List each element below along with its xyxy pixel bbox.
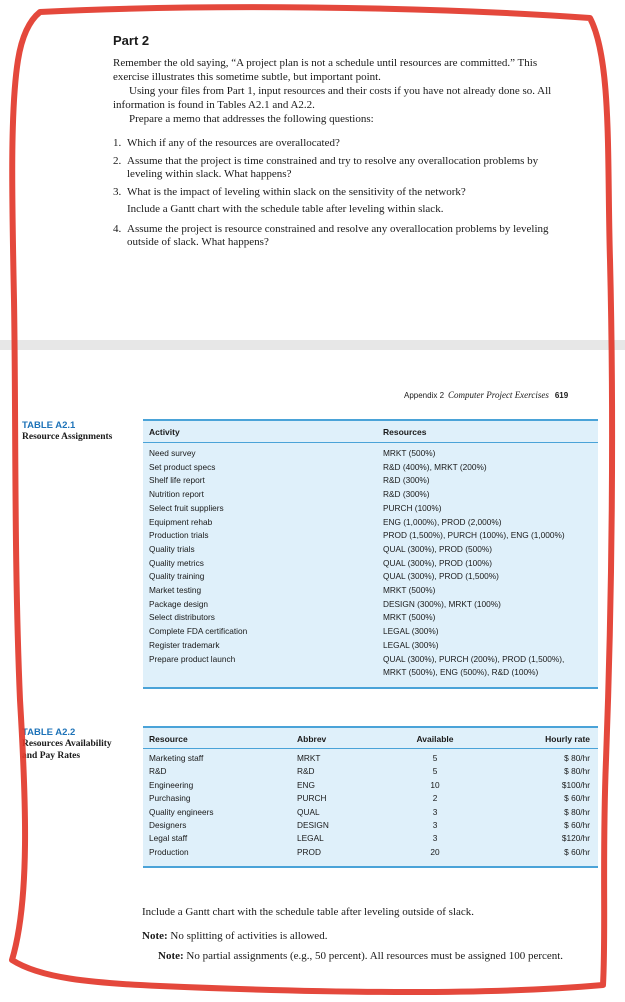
table-cell-rate: $ 80/hr [564, 806, 590, 817]
table-row-activity: Prepare product launch [149, 653, 236, 664]
table-cell-available: 3 [432, 806, 438, 817]
resource-availability-table [143, 726, 598, 868]
table-row-activity: Complete FDA certification [149, 626, 248, 637]
header-rule [143, 442, 598, 443]
table-cell-available: 5 [432, 753, 438, 763]
question-item: 1. Which if any of the resources are overallocated? [113, 137, 340, 149]
table-cell-abbrev: DESIGN [297, 820, 329, 830]
memo-paragraph: Prepare a memo that addresses the following questions: [129, 113, 374, 125]
table-row-resources: MRKT (500%) [383, 612, 436, 623]
table-row-activity: Set product specs [149, 461, 216, 472]
table-cell-resource: R&D [149, 766, 167, 777]
table-row-activity: Need survey [149, 448, 196, 458]
table-row-resources: R&D (300%) [383, 475, 430, 486]
table-cell-resource: Quality engineers [149, 806, 214, 817]
table-cell-available: 2 [432, 793, 438, 804]
table-row-resources: QUAL (300%), PURCH (200%), PROD (1,500%), [383, 653, 565, 664]
table-row-resources: ENG (1,000%), PROD (2,000%) [383, 516, 502, 527]
header-rule [143, 748, 598, 749]
table-header-resources: Resources [383, 427, 427, 437]
table-cell-abbrev: PURCH [297, 793, 327, 804]
intro-paragraph: Remember the old saying, “A project plan is not a schedule until resources are committed.” This exercise illustrates this sometime subtle, but important point. [113, 57, 538, 83]
table-row-resources: QUAL (300%), PROD (1,500%) [383, 571, 499, 582]
table-row-resources: PROD (1,500%), PURCH (100%), ENG (1,000%) [383, 530, 565, 541]
table-cell-resource: Designers [149, 820, 187, 830]
table-a22-label: TABLE A2.2 Resources Availability and Pay Rates [22, 727, 112, 761]
table-row-activity: Shelf life report [149, 475, 205, 486]
table-cell-resource: Legal staff [149, 833, 188, 844]
table-row-resources: PURCH (100%) [383, 502, 442, 513]
table-cell-rate: $ 60/hr [564, 793, 590, 804]
table-row-resources-continuation: MRKT (500%), ENG (500%), R&D (100%) [383, 667, 539, 678]
table-cell-abbrev: R&D [297, 766, 315, 777]
table-row-resources: R&D (300%) [383, 489, 430, 500]
question-list [113, 137, 568, 254]
table-row-resources: QUAL (300%), PROD (100%) [383, 557, 492, 568]
table-row-resources: R&D (400%), MRKT (200%) [383, 461, 487, 472]
table-row-activity: Select fruit suppliers [149, 502, 224, 513]
footer-gantt-instruction: Include a Gantt chart with the schedule table after leveling outside of slack. [142, 906, 475, 918]
table-row-resources: DESIGN (300%), MRKT (100%) [383, 598, 501, 609]
table-row-activity: Register trademark [149, 639, 220, 650]
table-row-resources: MRKT (500%) [383, 585, 436, 595]
page-number: 619 [554, 391, 569, 400]
table-row-resources: QUAL (300%), PROD (500%) [383, 543, 492, 554]
table-cell-abbrev: ENG [297, 779, 315, 790]
resource-assignments-table [143, 419, 598, 689]
table-cell-abbrev: LEGAL [297, 833, 324, 844]
table-header-activity: Activity [149, 427, 180, 437]
table-cell-resource: Engineering [149, 779, 194, 790]
table-cell-rate: $ 80/hr [564, 766, 590, 777]
table-cell-rate: $100/hr [561, 779, 590, 790]
page-gap [0, 340, 625, 350]
table-row-activity: Equipment rehab [149, 516, 213, 527]
question-item: 3. What is the impact of leveling within slack on the sensitivity of the network? [113, 185, 466, 198]
table-cell-abbrev: MRKT [297, 753, 321, 763]
footer-note-splitting: Note: No splitting of activities is allowed. [142, 930, 328, 942]
table-row-activity: Production trials [149, 530, 209, 541]
table-cell-resource: Production [149, 846, 189, 857]
table-a21-label: TABLE A2.1 Resource Assignments [22, 420, 113, 442]
table-cell-rate: $120/hr [561, 833, 590, 844]
table-cell-available: 3 [432, 833, 438, 844]
table-cell-available: 20 [430, 846, 440, 857]
question-item: 2. Assume that the project is time constrained and try to resolve any overallocation problems by leveling within slack. What happens? [113, 154, 539, 180]
table-row-activity: Quality training [149, 571, 205, 582]
table-cell-rate: $ 60/hr [564, 846, 590, 857]
table-cell-abbrev: PROD [297, 846, 321, 857]
table-header-resource: Resource [149, 734, 188, 744]
table-row-activity: Nutrition report [149, 489, 204, 500]
part-title: Part 2 [113, 33, 150, 48]
table-row-resources: LEGAL (300%) [383, 626, 439, 637]
table-row-activity: Select distributors [149, 612, 215, 623]
table-cell-available: 3 [432, 820, 438, 830]
table-header-hourly-rate: Hourly rate [545, 734, 590, 744]
table-cell-abbrev: QUAL [297, 806, 320, 817]
table-row-activity: Package design [149, 598, 209, 609]
table-row-resources: MRKT (500%) [383, 448, 436, 458]
table-cell-resource: Marketing staff [149, 753, 204, 763]
table-cell-resource: Purchasing [149, 793, 191, 804]
table-row-activity: Market testing [149, 585, 202, 595]
table-header-available: Available [416, 734, 454, 744]
footer-note-partial: Note: No partial assignments (e.g., 50 percent). All resources must be assigned 100 percent. [158, 950, 564, 962]
table-header-abbrev: Abbrev [297, 734, 327, 744]
instructions-paragraph: Using your files from Part 1, input resources and their costs if you have not already done so. All information is found in Tables A2.1 and A2.2. [113, 85, 552, 111]
running-head: Appendix 2 Computer Project Exercises 619 [404, 390, 569, 400]
question-item: 4. Assume the project is resource constrained and resolve any overallocation problems by leveling outside of slack. What happens? [113, 222, 549, 248]
table-cell-rate: $ 80/hr [564, 753, 590, 763]
table-row-activity: Quality metrics [149, 557, 204, 568]
table-cell-rate: $ 60/hr [564, 820, 590, 830]
question-3-note: Include a Gantt chart with the schedule table after leveling within slack. [127, 203, 444, 215]
table-row-resources: LEGAL (300%) [383, 639, 439, 650]
table-cell-available: 10 [430, 779, 440, 790]
table-row-activity: Quality trials [149, 543, 195, 554]
table-cell-available: 5 [432, 766, 438, 777]
